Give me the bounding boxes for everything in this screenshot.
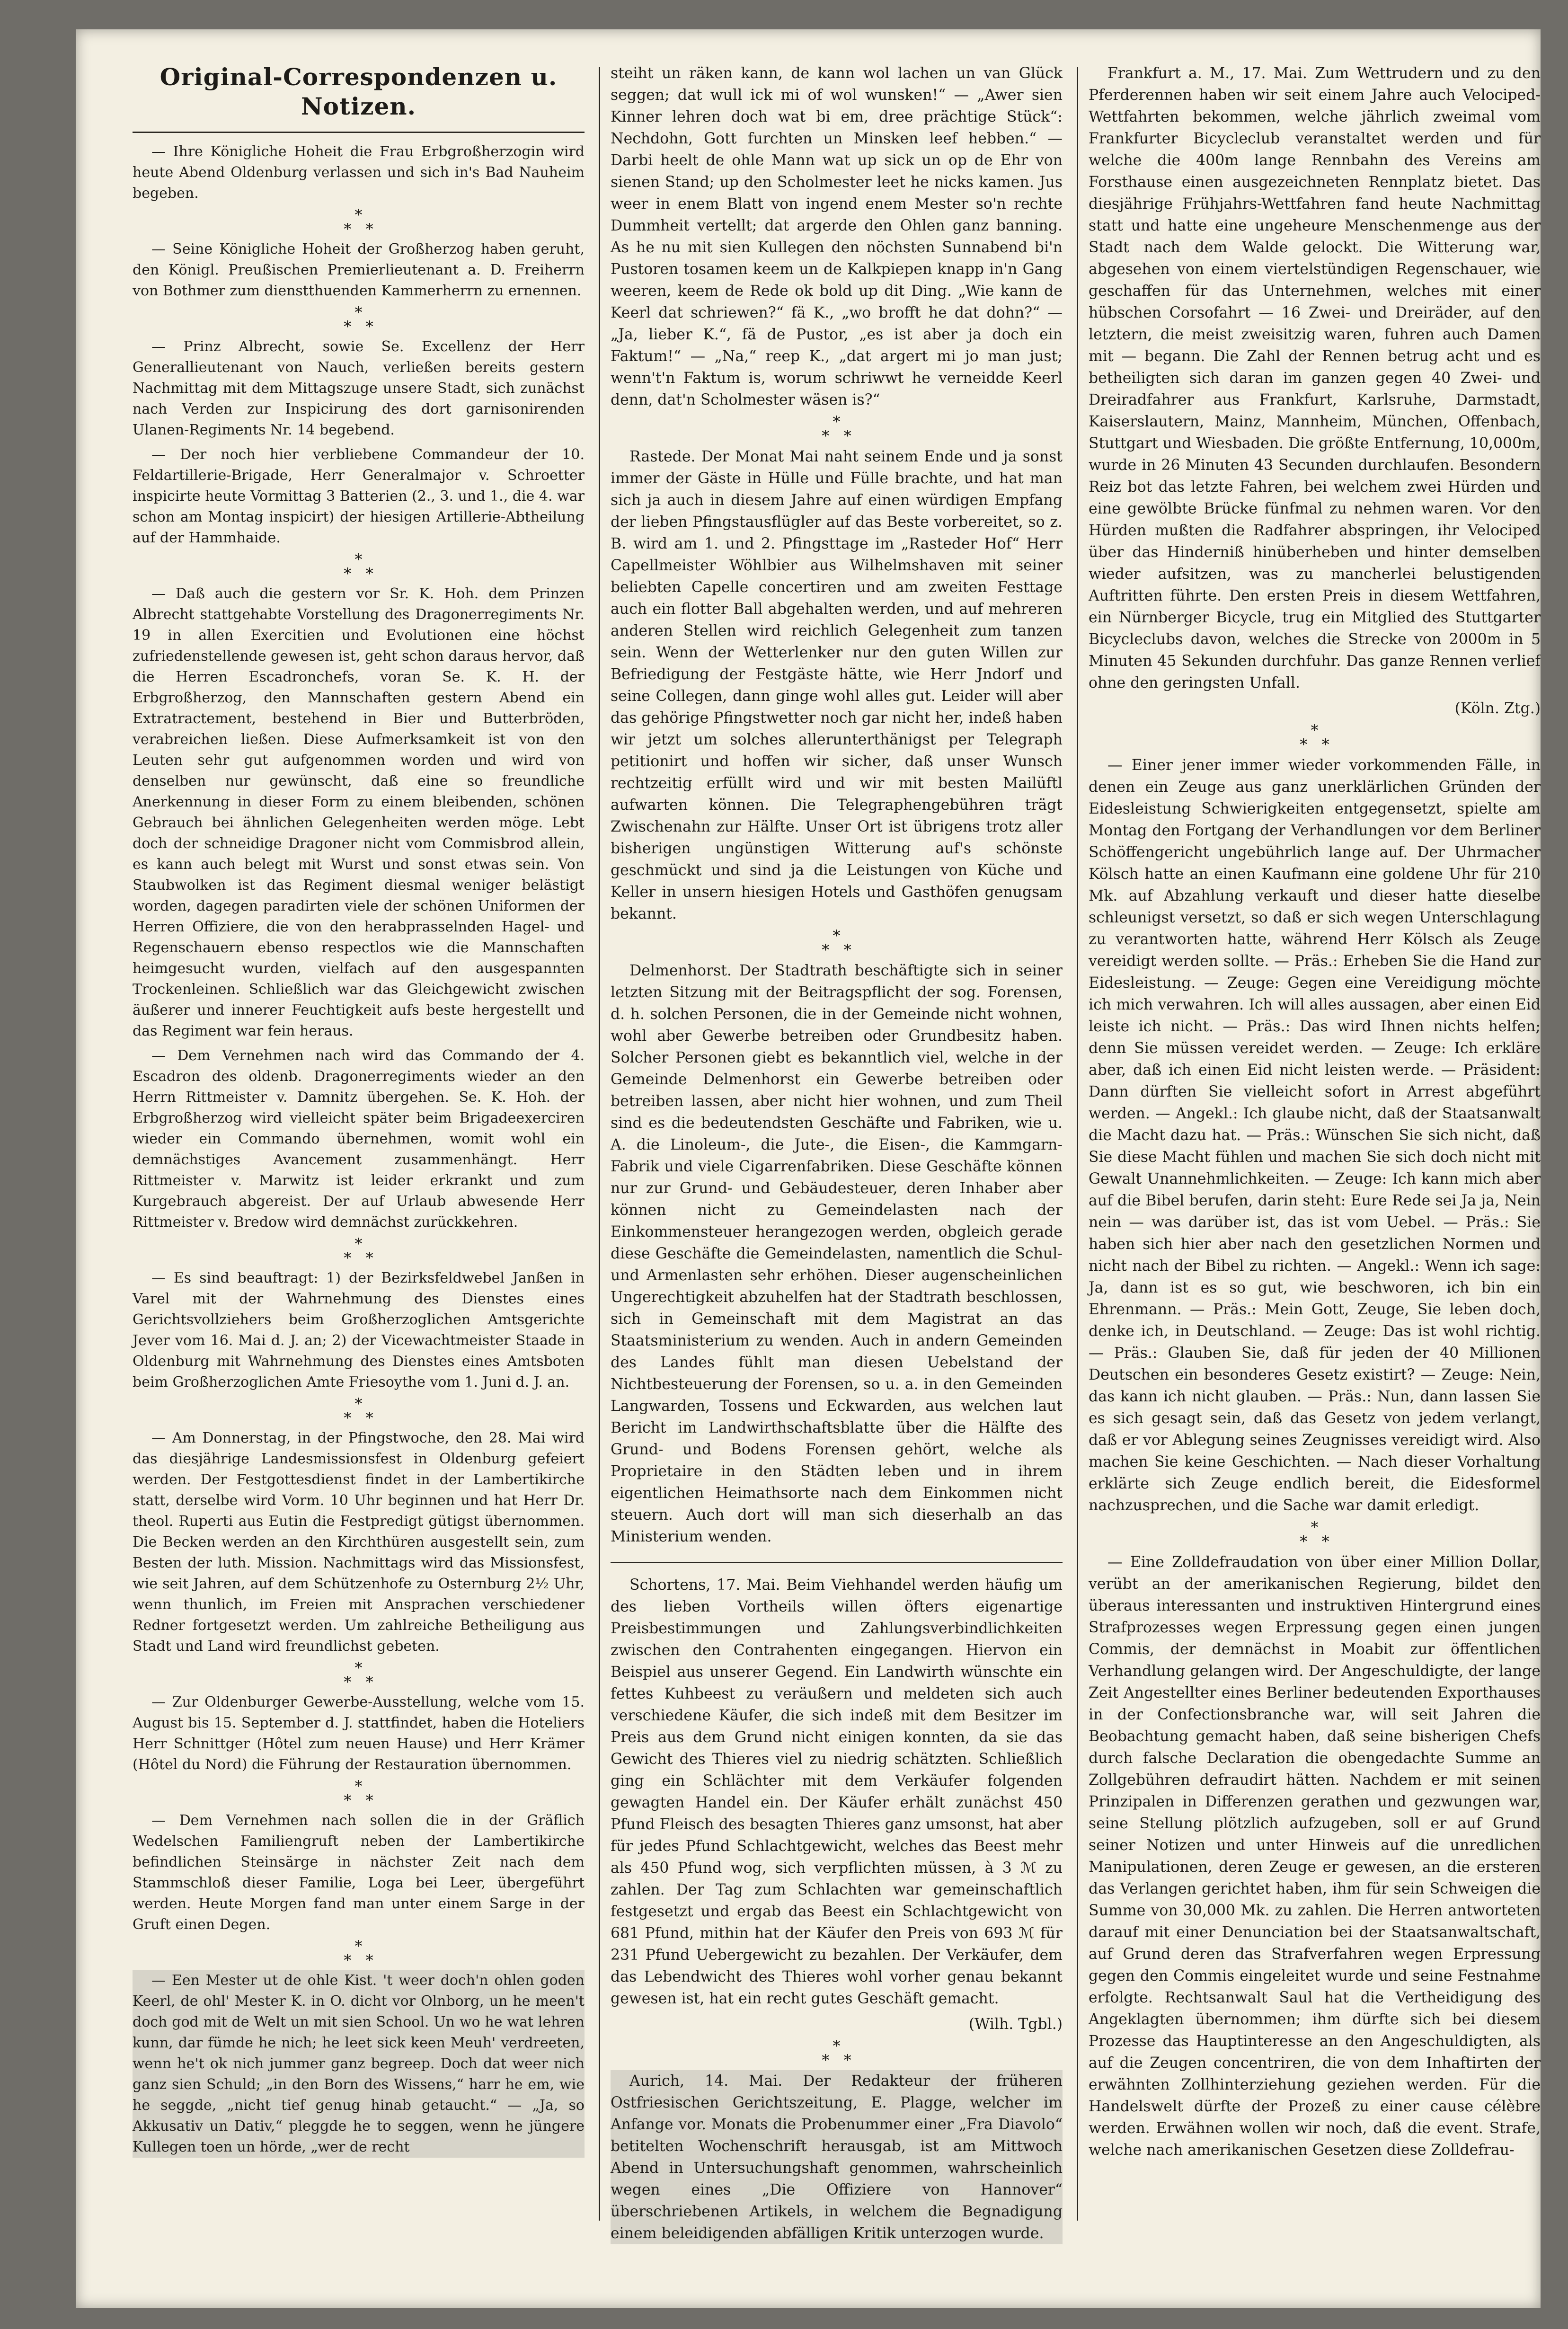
separator-star: * * * (344, 1937, 373, 1969)
separator-star: * * * (344, 1395, 373, 1427)
article-eidesleistung: — Einer jener immer wieder vorkommenden Fälle, in denen ein Zeuge aus ganz unerklärlichen Gründen der Eidesleistung Schwierigkeiten entgegensetzt, spielte am Montag den Fortgang der Verhandlungen vor dem Berliner Schöffengericht ungebührlich lange auf. Der Uhrmacher Kölsch hatte an einen Kaufmann eine goldene Uhr für 210 Mk. auf Abzahlung verkauft und dieser hatte dieselbe schleunigst versetzt, so daß er sich wegen Unterschlagung zu verantworten hatte, während Herr Kölsch als Zeuge vereidigt werden sollte. — Präs.: Erheben Sie die Hand zur Eidesleistung. — Zeuge: Gegen eine Vereidigung möchte ich mich verwahren. Ich will alles aussagen, aber einen Eid leiste ich nicht. — Präs.: Das wird Ihnen nichts helfen; denn Sie müssen vereidet werden. — Zeuge: Ich erkläre aber, daß ich einen Eid nicht leisten werde. — Präsident: Dann dürften Sie vielleicht sofort in Arrest abgeführt werden. — Angekl.: Ich glaube nicht, daß der Staatsanwalt die Macht dazu hat. — Präs.: Wünschen Sie sich nicht, daß Sie diese Macht fühlen und machen Sie sich doch nicht mit Gewalt Unannehmlichkeiten. — Zeuge: Ich kann mich aber auf die Bibel berufen, darin steht: Eure Rede sei Ja ja, Nein nein — was darüber ist, das ist vom Uebel. — Präs.: Sie haben sich hier aber nach den gesetzlichen Normen und nicht nach der Bibel zu richten. — Angekl.: Wenn ich sage: Ja, dann ist es so gut, wie beschworen, ich bin ein Ehrenmann. — Präs.: Mein Gott, Zeuge, Sie leben doch, denke ich, in Deutschland. — Zeuge: Das ist wohl richtig. — Präs.: Glauben Sie, daß für jeden der 40 Millionen Deutschen ein besonderes Gesetz existirt? — Zeuge: Nein, das kann ich nicht glauben. — Präs.: Nun, dann lassen Sie es sich gesagt sein, daß das Gesetz von jedem verlangt, daß er vor Ablegung seines Zeugnisses vereidigt wird. Also machen Sie keine Geschichten. — Nach dieser Vorhaltung erklärte sich Zeuge endlich bereit, die Eidesformel nachzusprechen, und die Sache war damit erledigt. (1089, 757, 1541, 1514)
separator-star: * * * (344, 1235, 373, 1267)
source-wilh-tgbl: (Wilh. Tgbl.) (968, 2016, 1063, 2033)
article-mester-kist: — Een Mester ut de ohle Kist. 't weer doch'n ohlen goden Keerl, de ohl' Mester K. in O. dicht vor Olnborg, un he meen't doch god mit de Welt un mit sien School. Un wo he wat lehren kunn, dar fümde he nich; he leet sick keen Meuh' verdreeten, wenn he't ok nich jummer ganz begreep. Doch dat weer nich ganz sien Schuld; „in den Born des Wissens,“ harr he em, wie he seggde, „nicht tief genug hinab getaucht.“ — „Ja, so Akkusativ un Dativ,“ pleggde he to seggen, wenn he jüngere Kullegen toen un hörde, „wer de recht (133, 1970, 585, 2158)
separator-star: * * * (822, 2037, 851, 2069)
source-koeln-ztg: (Köln. Ztg.) (1454, 700, 1541, 717)
separator-star: * * * (344, 1777, 373, 1809)
separator-star: * * * (344, 550, 373, 583)
newspaper-page (76, 29, 1541, 2308)
separator-star: * * * (344, 206, 373, 238)
divider (133, 132, 585, 133)
notice-feldartillerie: — Der noch hier verbliebene Commandeur der 10. Feldartillerie-Brigade, Herr Generalmajor v. Schroetter inspicirte heute Vormittag 3 Batterien (2., 3. und 1., die 4. war schon am Montag inspicirt) der hiesigen Artillerie-Abtheilung auf der Hammhaide. (133, 446, 585, 546)
notice-steinsaerge: — Dem Vernehmen nach sollen die in der Gräflich Wedelschen Familiengruft neben der Lambertikirche befindlichen Steinsärge in nächster Zeit nach dem Stammschloß dieser Familie, Loga bei Leer, übergeführt werden. Heute Morgen fand man unter einem Sarge in der Gruft einen Degen. (133, 1812, 585, 1933)
separator-star: * * * (822, 413, 851, 445)
separator-star: * * * (344, 1659, 373, 1691)
column-right (1089, 62, 1541, 2165)
article-zolldefraudation: — Eine Zolldefraudation von über einer Million Dollar, verübt an der amerikanischen Regierung, bildet den überaus interessanten und instruktiven Hintergrund eines Strafprozesses wegen Erpressung gegen einen jungen Commis, der demnächst in Moabit zur öffentlichen Verhandlung gelangen wird. Der Angeschuldigte, der lange Zeit Angestellter eines Berliner bedeutenden Exporthauses in der Confectionsbranche war, will seit Jahren die Beobachtung gemacht haben, daß seine bisherigen Chefs durch falsche Declaration die obengedachte Summe an Zollgebühren defraudirt hätten. Nachdem er mit seinen Prinzipalen in Differenzen gerathen und gezwungen war, seine Stellung plötzlich aufzugeben, soll er auf Grund seiner Notizen und unter Hinweis auf die unredlichen Manipulationen, deren Zeuge er gewesen, an die ersteren das Verlangen gerichtet haben, ihm für sein Schweigen die Summe von 30,000 Mk. zu zahlen. Die Herren antworteten darauf mit einer Denunciation bei der Staatsanwaltschaft, auf Grund deren das Strafverfahren wegen Erpressung gegen den Commis eingeleitet wurde und seine Festnahme erfolgte. Rechtsanwalt Saul hat die Vertheidigung des Angeklagten übernommen; ihm dürfte sich bei diesem Prozesse das Hauptinteresse an den Angeschuldigten, als auf die Zeugen concentriren, die von dem Inhaftirten der erwähnten Zollhinterziehung geziehen werden. Für die Handelswelt dürfte der Prozeß zu einer cause célèbre werden. Erwähnen wollen wir noch, daß die event. Strafe, welche nach amerikanischen Gesetzen diese Zolldefrau- (1089, 1554, 1541, 2159)
column-left (133, 62, 585, 2161)
notice-missionsfest: — Am Donnerstag, in der Pfingstwoche, den 28. Mai wird das diesjährige Landesmissionsfest in Oldenburg gefeiert werden. Der Festgottesdienst findet in der Lambertikirche statt, derselbe wird Vorm. 10 Uhr beginnen und hat Herr Dr. theol. Ruperti aus Eutin die Festpredigt gütigst übernommen. Die Becken werden an den Kirchthüren ausgestellt sein, zum Besten der luth. Mission. Nachmittags wird das Missionsfest, wie seit Jahren, auf dem Schützenhofe zu Osternburg 2½ Uhr, wenn thunlich, im Freien mit Ansprachen verschiedener Redner fortgesetzt werden. Um zahlreiche Betheiligung aus Stadt und Land wird freundlichst gebeten. (133, 1430, 585, 1655)
separator-star: * * * (1300, 1518, 1329, 1550)
divider (611, 1562, 1063, 1563)
article-mester-kist-cont: steiht un räken kann, de kann wol lachen un van Glück seggen; dat wull ick mi of wol wunsken!“ — „Awer sien Kinner lehren doch wat bi em, dree prächtige Stück“: Nechdohn, Gott furchten un Minsken leef hebben.“ — Darbi heelt de ohle Mann wat up sick un op de Ehr von sienen Stand; up den Scholmester leet he nicks kamen. Jus weer in enem Blatt von ingend enem Mester so'n rechte Dummheit vertellt; dat argerde den Ohlen ganz banning. As he nu mit sien Kullegen den nöchsten Sunnabend bi'n Pustoren tosamen keem un de Kalkpiepen knapp in'n Gang weeren, keem de Rede ok bold up dit Ding. „Wie kann de Keerl dat schriewen?“ fä K., „wo brofft he dat dohn?“ — „Ja, lieber K.“, fä de Pustor, „es ist aber ja doch ein Faktum!“ — „Na,“ reep K., „dat argert mi jo man just; wenn't'n Faktum is, worum schriwwt he verneidde Keerl denn, dat'n Scholmester wäsen is?“ (611, 65, 1063, 408)
notice-beauftragt: — Es sind beauftragt: 1) der Bezirksfeldwebel Janßen in Varel mit der Wahrnehmung des Dienstes eines Gerichtsvollziehers beim Großherzoglichen Amtsgerichte Jever vom 16. Mai d. J. an; 2) der Vicewachtmeister Staade in Oldenburg mit Wahrnehmung des Dienstes eines Amtsboten beim Großherzoglichen Amte Friesoythe vom 1. Juni d. J. an. (133, 1270, 585, 1390)
column-rule-left (599, 67, 600, 2221)
notice-prinz-albrecht: — Prinz Albrecht, sowie Se. Excellenz der Herr Generallieutenant von Nauch, verließen bereits gestern Nachmittag mit dem Mittagszuge unsere Stadt, sich zunächst nach Verden zur Inspicirung des dort garnisonirenden Ulanen-Regiments Nr. 14 begebend. (133, 338, 585, 438)
article-rastede: Rastede. Der Monat Mai naht seinem Ende und ja sonst immer der Gäste in Hülle und Fülle brachte, und hat man sich ja auch in diesem Jahre auf einen würdigen Empfang der lieben Pfingstausflügler auf das Beste vorbereitet, so z. B. wird am 1. und 2. Pfingsttage im „Rasteder Hof“ Herr Capellmeister Wöhlbier aus Wilhelmshaven mit seiner beliebten Capelle concertiren und am zweiten Festtage auch ein flotter Ball abgehalten werden, und auf mehreren anderen Stellen wird reichlich Gelegenheit zum tanzen sein. Wenn der Wetterlenker nur den guten Willen zur Befriedigung der Festgäste hätte, wie Herr Jndorf und seine Collegen, dann ginge wohl alles gut. Leider will aber das gehörige Pfingstwetter noch gar nicht her, indeß haben wir jetzt um solches allerunterthänigst per Telegraph petitionirt und hoffen wir sicher, daß unser Wunsch rechtzeitig erfüllt wird und wir mit besten Mailüftl aufwarten können. Die Telegraphengebühren trägt Zwischenahn zur Hälfte. Unser Ort ist übrigens trotz aller bisherigen ungünstigen Witterung auf's schönste geschmückt und sind ja die Leistungen von Küche und Keller in unsern hiesigen Hotels und Gasthöfen genugsam bekannt. (611, 448, 1063, 922)
notice-escadron: — Dem Vernehmen nach wird das Commando der 4. Escadron des oldenb. Dragonerregiments wieder an den Herrn Rittmeister v. Damnitz übergehen. Se. K. Hoh. der Erbgroßherzog wird vielleicht später beim Brigadeexerciren wieder ein Commando übernehmen, womit wohl ein demnächstiges Avancement zusammenhängt. Herr Rittmeister v. Marwitz ist leider erkrankt und zum Kurgebrauch abgereist. Der auf Urlaub abwesende Herr Rittmeister v. Bredow wird demnächst zurückkehren. (133, 1047, 585, 1231)
column-middle (611, 62, 1063, 2248)
separator-star: * * * (344, 303, 373, 336)
separator-star: * * * (1300, 721, 1329, 753)
notice-grossherzog: — Seine Königliche Hoheit der Großherzog haben geruht, den Königl. Preußischen Premierlieutenant a. D. Freiherrn von Bothmer zum dienstthuenden Kammerherrn zu ernennen. (133, 241, 585, 299)
article-delmenhorst: Delmenhorst. Der Stadtrath beschäftigte sich in seiner letzten Sitzung mit der Beitragspflicht der sog. Forensen, d. h. solchen Personen, die in der Gemeinde nicht wohnen, wohl aber Gewerbe betreiben oder Grundbesitz haben. Solcher Personen giebt es bekanntlich viel, welche in der Gemeinde Delmenhorst ein Gewerbe betreiben oder betreiben lassen, aber nicht hier wohnen, und zum Theil sind es die bedeutendsten Geschäfte und Fabriken, wie u. A. die Linoleum-, die Jute-, die Eisen-, die Kammgarn-Fabrik und viele Cigarrenfabriken. Diese Geschäfte können nur zur Grund- und Gebäudesteuer, deren Inhaber aber können nicht zu Gemeindelasten nach der Einkommensteuer herangezogen werden, obgleich gerade diese Geschäfte die Gemeindelasten, namentlich die Schul- und Armenlasten sehr erhöhen. Dieser augenscheinlichen Ungerechtigkeit abzuhelfen hat der Stadtrath beschlossen, sich in Gemeinschaft mit dem Magistrat an das Staatsministerium zu wenden. Auch in andern Gemeinden des Landes fühlt man diesen Uebelstand der Nichtbesteuerung der Forensen, so u. a. in den Gemeinden Langwarden, Tossens und Eckwarden, aus welchen laut Bericht im Landwirthschaftsblatte über die Hälfte des Grund- und Bodens Forensen gehört, welche als Proprietaire in den Städten leben und in ihrem eigentlichen Heimathsorte nach dem Einkommen nicht steuern. Auch dort will man sich dieserhalb an das Ministerium wenden. (611, 962, 1063, 1545)
separator-star: * * * (822, 927, 851, 959)
notice-dragonerregiment: — Daß auch die gestern vor Sr. K. Hoh. dem Prinzen Albrecht stattgehabte Vorstellung des Dragonerregiments Nr. 19 in allen Exercitien und Evolutionen eine höchst zufriedenstellende gewesen ist, geht schon daraus hervor, daß die Herren Escadronchefs, voran Se. K. H. der Erbgroßherzog, den Mannschaften gestern Abend ein Extratractement, bestehend in Bier und Butterbröden, verabreichen ließen. Diese Aufmerksamkeit ist von den Leuten sehr gut aufgenommen worden und wird von denselben nur gewünscht, daß eine so freundliche Anerkennung in dieser Form zu einem bleibenden, schönen Gebrauch bei ähnlichen Gelegenheiten werden möge. Lebt doch der schneidige Dragoner nicht vom Commisbrod allein, es kann auch belegt mit Wurst und sonst etwas sein. Von Staubwolken ist das Regiment diesmal weniger belästigt worden, dagegen paradirten viele der schönen Uniformen der Herren Offiziere, die von den herabprasselnden Hagel- und Regenschauern ebenso respectlos wie die Mannschaften heimgesucht wurden, vielfach auf den ausgespannten Trockenleinen. Schließlich war das Gleichgewicht zwischen äußerer und innerer Feuchtigkeit aufs beste hergestellt und das Regiment war fein heraus. (133, 585, 585, 1039)
notice-gewerbe-ausstellung: — Zur Oldenburger Gewerbe-Ausstellung, welche vom 15. August bis 15. September d. J. stattfindet, haben die Hoteliers Herr Schnittger (Hôtel zum neuen Hause) und Herr Krämer (Hôtel du Nord) die Führung der Restauration übernommen. (133, 1694, 585, 1773)
article-frankfurt: Frankfurt a. M., 17. Mai. Zum Wettrudern und zu den Pferderennen haben wir seit einem Jahre auch Velociped-Wettfahrten bekommen, welche jährlich zweimal vom Frankfurter Bicycleclub veranstaltet werden und für welche die 400m lange Rennbahn des Vereins am Forsthause einen ausgezeichneten Rennplatz bietet. Das diesjährige Frühjahrs-Wettfahren fand heute Nachmittag statt und hatte eine ungeheure Menschenmenge aus der Stadt nach dem Walde gelockt. Die Witterung war, abgesehen von einem viertelstündigen Regenschauer, wie geschaffen für das Unternehmen, welches mit einer hübschen Corsofahrt — 16 Zwei- und Dreiräder, auf den letztern, die meist zweisitzig waren, fuhren auch Damen mit — begann. Die Zahl der Rennen betrug acht und es betheiligten sich daran im ganzen gegen 40 Zwei- und Dreiradfahrer aus Frankfurt, Karlsruhe, Darmstadt, Kaiserslautern, Mainz, Mannheim, München, Offenbach, Stuttgart und Wiesbaden. Die größte Entfernung, 10,000m, wurde in 26 Minuten 43 Secunden durchlaufen. Besondern Reiz bot das letzte Fahren, bei welchem zwei Hürden und eine gewölbte Brücke fünfmal zu nehmen waren. Vor den Hürden mußten die Radfahrer abspringen, ihr Velociped über das Hinderniß hinüberheben und hinter demselben wieder aufsitzen, was zu mancherlei belustigenden Auftritten führte. Den ersten Preis in diesem Wettfahren, ein Nürnberger Bicycle, trug ein Mitglied des Stuttgarter Bicycleclubs davon, welches die Strecke von 2000m in 5 Minuten 45 Sekunden durchfuhr. Das ganze Rennen verlief ohne den geringsten Unfall. (1089, 65, 1541, 691)
section-title: Original-Correspondenzen u. Notizen. (159, 63, 558, 120)
article-aurich: Aurich, 14. Mai. Der Redakteur der früheren Ostfriesischen Gerichtszeitung, E. Plagge, welcher im Anfange vor. Monats die Probenummer einer „Fra Diavolo“ betitelten Wochenschrift herausgab, ist am Mittwoch Abend in Untersuchungshaft genommen, wahrscheinlich wegen eines „Die Offiziere von Hannover“ überschriebenen Artikels, in welchem die Begnadigung einem beleidigenden abfälligen Kritik unterzogen wurde. (611, 2070, 1063, 2244)
column-rule-right (1077, 67, 1078, 2221)
article-schortens: Schortens, 17. Mai. Beim Viehhandel werden häufig um des lieben Vortheils willen öfters eigenartige Preisbestimmungen und Zahlungsverbindlichkeiten zwischen den Contrahenten eingegangen. Hiervon ein Beispiel aus unserer Gegend. Ein Landwirth wünschte ein fettes Kuhbeest zu veräußern und meldeten sich auch verschiedene Käufer, die sich indeß mit dem Besitzer im Preis aus dem Grund nicht einigen konnten, da sie das Gewicht des Thieres viel zu niedrig schätzten. Schließlich ging ein Schlächter mit dem Verkäufer folgenden gewagten Handel ein. Der Käufer erhält zunächst 450 Pfund Fleisch des besagten Thieres ganz umsonst, hat aber für jedes Pfund Schlachtgewicht, welches das Beest mehr als 450 Pfund wog, sich verpflichten müssen, à 3 ℳ zu zahlen. Der Tag zum Schlachten war gemeinschaftlich festgesetzt und ergab das Beest ein Schlachtgewicht von 681 Pfund, mithin hat der Käufer den Preis von 693 ℳ für 231 Pfund Uebergewicht zu bezahlen. Der Verkäufer, dem das Lebendwicht des Thieres wohl vorher genau bekannt gewesen ist, hat ein recht gutes Geschäft gemacht. (611, 1576, 1063, 2007)
notice-erbgrossherzogin: — Ihre Königliche Hoheit die Frau Erbgroßherzogin wird heute Abend Oldenburg verlassen und sich in's Bad Nauheim begeben. (133, 143, 585, 202)
